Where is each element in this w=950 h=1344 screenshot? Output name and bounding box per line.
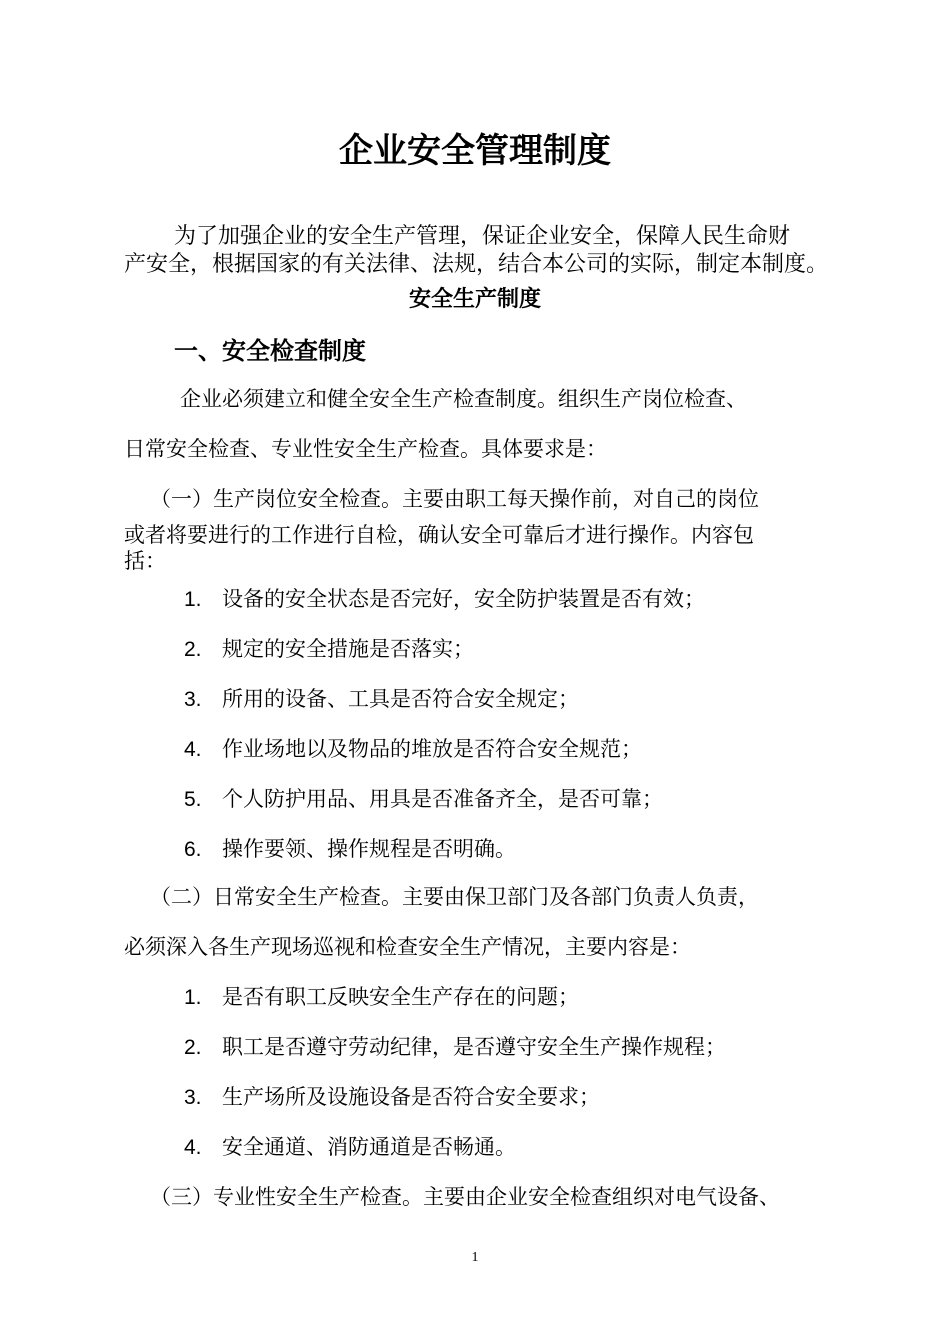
list-item — [184, 1032, 726, 1063]
list-item-text: 所用的设备、工具是否符合安全规定； — [222, 687, 579, 711]
list-item-text: 个人防护用品、用具是否准备齐全，是否可靠； — [222, 787, 663, 811]
list-item — [184, 734, 642, 765]
paragraph-4-line-1: （三）专业性安全生产检查。主要由企业安全检查组织对电气设备、 — [150, 1185, 780, 1209]
list-item-text: 职工是否遵守劳动纪律，是否遵守安全生产操作规程； — [222, 1035, 726, 1059]
list-item-text: 操作要领、操作规程是否明确。 — [222, 837, 516, 861]
section-title: 安全生产制度 — [408, 287, 541, 312]
heading-safety-inspection: 一、安全检查制度 — [174, 337, 366, 365]
intro-line-2: 产安全，根据国家的有关法律、法规，结合本公司的实际，制定本制度。 — [124, 252, 829, 277]
list-item — [184, 784, 663, 815]
paragraph-3-line-1: （二）日常安全生产检查。主要由保卫部门及各部门负责人负责， — [150, 885, 759, 909]
list-item — [184, 1132, 516, 1163]
list-item-number: 4. — [184, 1136, 202, 1159]
paragraph-2-line-3: 括： — [124, 549, 166, 573]
list-item-number: 1. — [184, 588, 202, 611]
list-item-text: 规定的安全措施是否落实； — [222, 637, 474, 661]
intro-line-1: 为了加强企业的安全生产管理，保证企业安全，保障人民生命财 — [174, 224, 791, 249]
list-item-number: 2. — [184, 1036, 202, 1059]
list-item — [184, 1082, 600, 1113]
list-item-number: 2. — [184, 638, 202, 661]
list-item-text: 作业场地以及物品的堆放是否符合安全规范； — [222, 737, 642, 761]
list-item — [184, 684, 579, 715]
list-item — [184, 634, 474, 665]
paragraph-1-line-1: 企业必须建立和健全安全生产检查制度。组织生产岗位检查、 — [180, 387, 747, 411]
list-item-number: 1. — [184, 986, 202, 1009]
list-item-text: 生产场所及设施设备是否符合安全要求； — [222, 1085, 600, 1109]
page-number: 1 — [471, 1250, 479, 1265]
paragraph-1-line-2: 日常安全检查、专业性安全生产检查。具体要求是： — [124, 437, 607, 461]
list-item — [184, 834, 516, 865]
list-item-text: 是否有职工反映安全生产存在的问题； — [222, 985, 579, 1009]
list-item-number: 4. — [184, 738, 202, 761]
paragraph-2-line-2: 或者将要进行的工作进行自检，确认安全可靠后才进行操作。内容包 — [124, 523, 754, 547]
paragraph-3-line-2: 必须深入各生产现场巡视和检查安全生产情况，主要内容是： — [124, 935, 691, 959]
paragraph-2-line-1: （一）生产岗位安全检查。主要由职工每天操作前，对自己的岗位 — [150, 487, 759, 511]
list-item-text: 安全通道、消防通道是否畅通。 — [222, 1135, 516, 1159]
list-item-number: 3. — [184, 688, 202, 711]
list-item — [184, 584, 705, 615]
list-item-text: 设备的安全状态是否完好，安全防护装置是否有效； — [222, 587, 705, 611]
list-item-number: 6. — [184, 838, 202, 861]
list-item — [184, 982, 579, 1013]
list-item-number: 3. — [184, 1086, 202, 1109]
document-title: 企业安全管理制度 — [339, 131, 611, 171]
list-item-number: 5. — [184, 788, 202, 811]
